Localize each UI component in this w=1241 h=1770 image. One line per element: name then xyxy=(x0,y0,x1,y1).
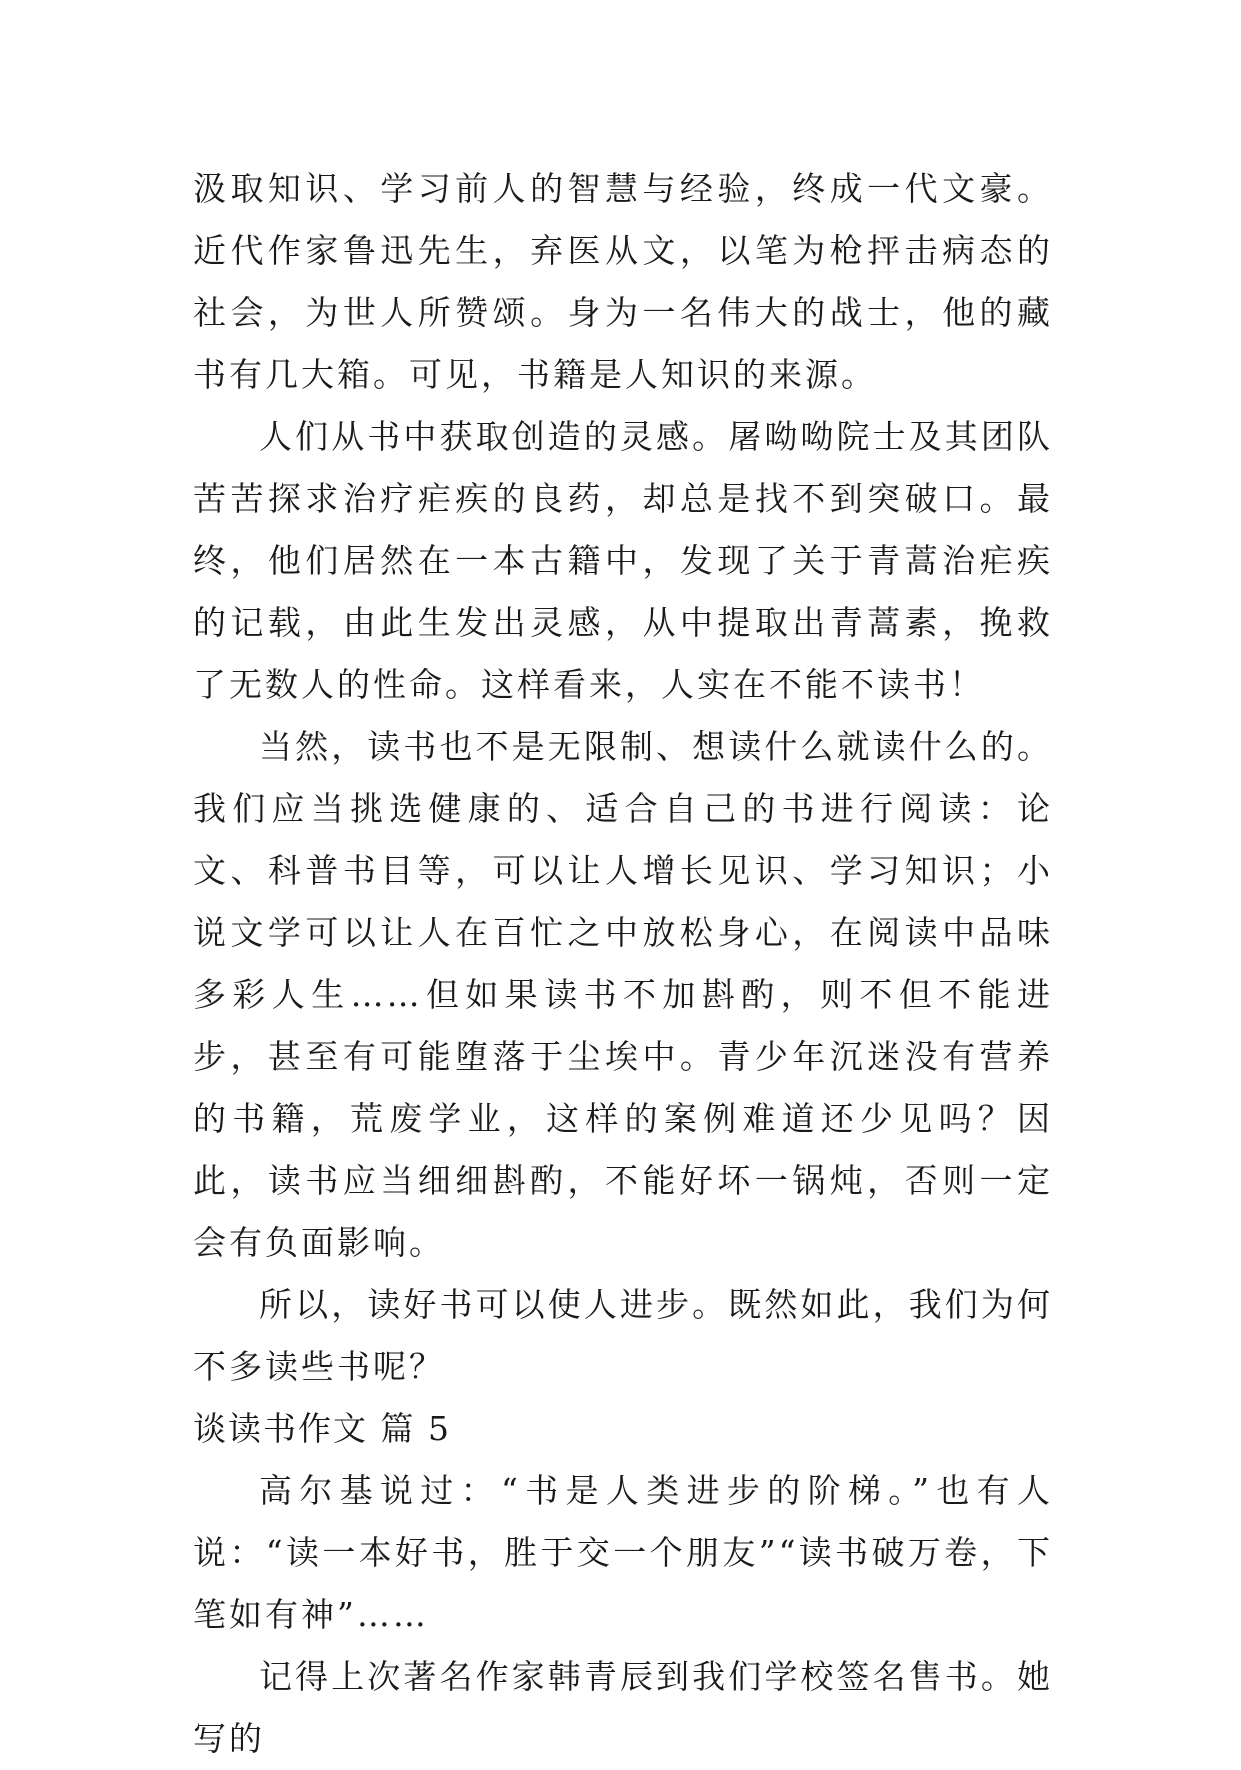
paragraph-6: 记得上次著名作家韩青辰到我们学校签名售书。她写的 xyxy=(193,1657,1053,1758)
paragraph-2: 人们从书中获取创造的灵感。屠呦呦院士及其团队苦苦探求治疗疟疾的良药，却总是找不到突破口。最终，他们居然在一本古籍中，发现了关于青蒿治疟疾的记载，由此生发出灵感，从中提取出青蒿素，挽救了无数人的性命。这样看来，人实在不能不读书！ xyxy=(193,417,1053,704)
paragraph-5: 高尔基说过：“书是人类进步的阶梯。”也有人说：“读一本好书，胜于交一个朋友”“读书破万卷，下笔如有神”…… xyxy=(193,1471,1053,1634)
paragraph-3: 当然，读书也不是无限制、想读什么就读什么的。我们应当挑选健康的、适合自己的书进行阅读：论文、科普书目等，可以让人增长见识、学习知识；小说文学可以让人在百忙之中放松身心，在阅读中品味多彩人生……但如果读书不加斟酌，则不但不能进步，甚至有可能堕落于尘埃中。青少年沉迷没有营养的书籍，荒废学业，这样的案例难道还少见吗？因此，读书应当细细斟酌，不能好坏一锅炖，否则一定会有负面影响。 xyxy=(193,727,1053,1262)
section-heading: 谈读书作文 篇 5 xyxy=(193,1409,451,1448)
essay-body xyxy=(193,158,1053,1770)
paragraph-1: 汲取知识、学习前人的智慧与经验，终成一代文豪。近代作家鲁迅先生，弃医从文，以笔为枪抨击病态的社会，为世人所赞颂。身为一名伟大的战士，他的藏书有几大箱。可见，书籍是人知识的来源。 xyxy=(193,169,1053,394)
paragraph-4: 所以，读好书可以使人进步。既然如此，我们为何不多读些书呢？ xyxy=(193,1285,1053,1386)
